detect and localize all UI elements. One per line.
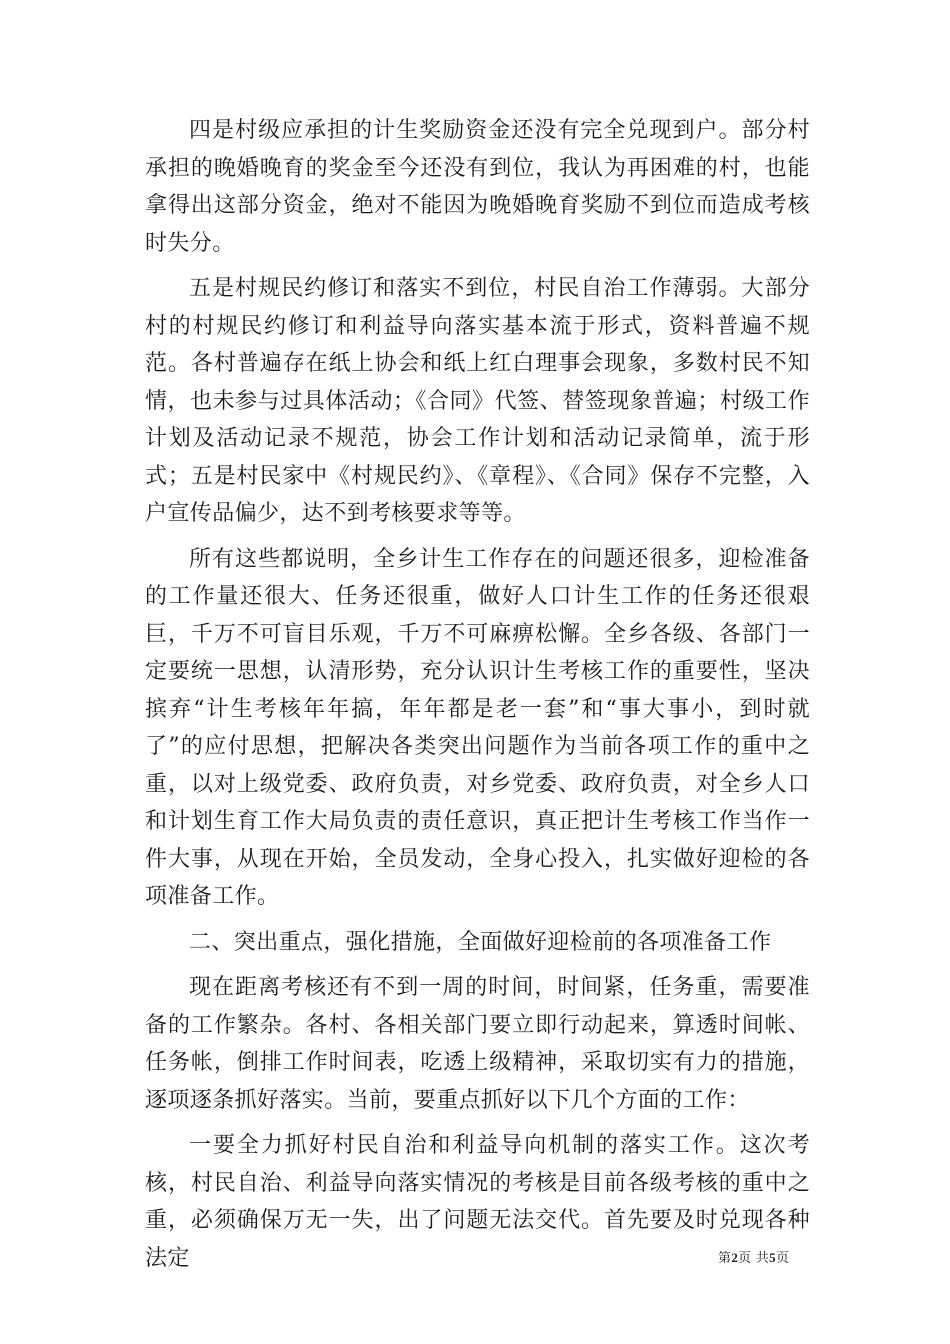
footer-suffix: 页 [775,1251,790,1266]
body-text [145,112,810,1277]
page-number-footer [718,1247,789,1266]
paragraph-village-rules: 五是村规民约修订和落实不到位，村民自治工作薄弱。大部分村的村规民约修订和利益导向落实基本流于形式，资料普遍不规范。各村普遍存在纸上协会和纸上红白理事会现象，多数村民不知情，也未参与过具体活动；《合同》代签、替签现象普遍；村级工作计划及活动记录不规范，协会工作计划和活动记录简单，流于形式；五是村民家中《村规民约》、《章程》、《合同》保存不完整，入户宣传品偏少，达不到考核要求等等。 [145,276,810,526]
current-page-number: 2 [731,1250,739,1265]
paragraph-village-rewards: 四是村级应承担的计生奖励资金还没有完全兑现到户。部分村承担的晚婚晚育的奖金至今还没有到位，我认为再困难的村，也能拿得出这部分资金，绝对不能因为晚婚晚育奖励不到位而造成考核时失分。 [145,118,810,256]
paragraph-first-task: 一要全力抓好村民自治和利益导向机制的落实工作。这次考核，村民自治、利益导向落实情况的考核是目前各级考核的重中之重，必须确保万无一失，出了问题无法交代。首先要及时兑现各种法定 [145,1133,810,1271]
section-heading: 二、突出重点，强化措施，全面做好迎检前的各项准备工作 [189,929,772,955]
footer-prefix: 第 [718,1251,732,1266]
paragraph-summary: 所有这些都说明，全乡计生工作存在的问题还很多，迎检准备的工作量还很大、任务还很重，做好人口计生工作的任务还很艰巨，千万不可盲目乐观，千万不可麻痹松懈。全乡各级、各部门一定要统一思想，认清形势，充分认识计生考核工作的重要性，坚决摈弃“计生考核年年搞，年年都是老一套”和“事大事小，到时就了”的应付思想，把解决各类突出问题作为当前各项工作的重中之重，以对上级党委、政府负责，对乡党委、政府负责，对全乡人口和计划生育工作大局负责的责任意识，真正把计生考核工作当作一件大事，从现在开始，全员发动，全身心投入，扎实做好迎检的各项准备工作。 [145,546,810,909]
paragraph-preparation: 现在距离考核还有不到一周的时间，时间紧，任务重，需要准备的工作繁杂。各村、各相关部门要立即行动起来，算透时间帐、任务帐，倒排工作时间表，吃透上级精神，采取切实有力的措施，逐项逐条抓好落实。当前，要重点抓好以下几个方面的工作： [145,975,810,1113]
footer-middle: 页 共 [738,1251,770,1266]
total-pages-number: 5 [769,1250,776,1265]
